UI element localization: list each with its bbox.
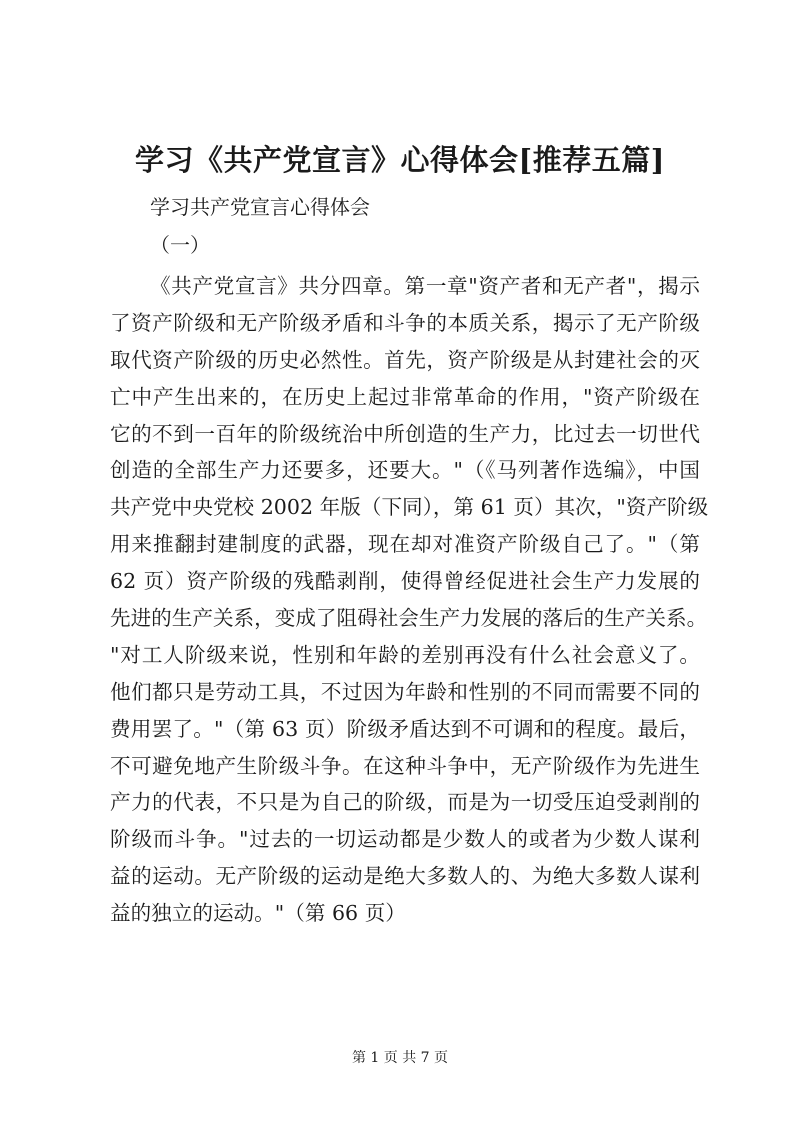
body-line: 了资产阶级和无产阶级矛盾和斗争的本质关系，揭示了无产阶级 <box>110 310 700 335</box>
body-line: 62 页）资产阶级的残酷剥削，使得曾经促进社会生产力发展的 <box>110 569 700 594</box>
body-line: 它的不到一百年的阶级统治中所创造的生产力，比过去一切世代 <box>110 421 700 446</box>
body-paragraph <box>110 268 709 932</box>
body-line: 他们都只是劳动工具，不过因为年龄和性别的不同而需要不同的 <box>110 679 700 704</box>
body-line: 取代资产阶级的历史必然性。首先，资产阶级是从封建社会的灭 <box>110 347 700 372</box>
page-footer: 第 1 页 共 7 页 <box>351 1050 449 1066</box>
section-number: （一） <box>150 233 210 257</box>
body-line: 创造的全部生产力还要多，还要大。"（《马列著作选编》，中国 <box>110 458 700 483</box>
document-subtitle: 学习共产党宣言心得体会 <box>150 195 370 219</box>
body-line: 《共产党宣言》共分四章。第一章"资产者和无产者"，揭示 <box>150 274 700 298</box>
body-line: 先进的生产关系，变成了阻碍社会生产力发展的落后的生产关系。 <box>110 606 708 631</box>
document-title: 学习《共产党宣言》心得体会[推荐五篇] <box>135 143 665 177</box>
body-line: 益的运动。无产阶级的运动是绝大多数人的、为绝大多数人谋利 <box>110 864 700 889</box>
body-line: 亡中产生出来的，在历史上起过非常革命的作用，"资产阶级在 <box>110 384 700 409</box>
body-line: "对工人阶级来说，性别和年龄的差别再没有什么社会意义了。 <box>110 642 700 667</box>
body-line: 共产党中央党校 2002 年版（下同），第 61 页）其次，"资产阶级 <box>110 495 709 520</box>
body-line: 益的独立的运动。"（第 66 页） <box>110 901 406 926</box>
body-line: 阶级而斗争。"过去的一切运动都是少数人的或者为少数人谋利 <box>110 827 700 852</box>
body-line: 用来推翻封建制度的武器，现在却对准资产阶级自己了。"（第 <box>110 532 700 557</box>
body-line: 产力的代表，不只是为自己的阶级，而是为一切受压迫受剥削的 <box>110 790 700 815</box>
body-line: 费用罢了。"（第 63 页）阶级矛盾达到不可调和的程度。最后， <box>110 716 700 741</box>
body-line: 不可避免地产生阶级斗争。在这种斗争中，无产阶级作为先进生 <box>110 753 700 778</box>
